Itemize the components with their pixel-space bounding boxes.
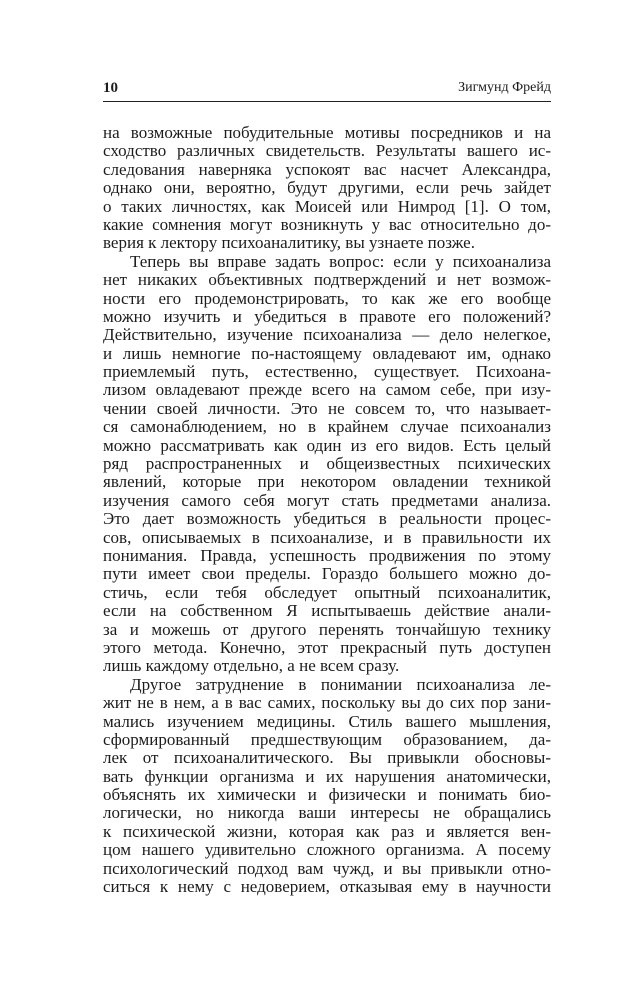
text-line: лек от психоаналитического. Вы привыкли обосновы-: [103, 748, 551, 768]
text-line: какие сомнения могут возникнуть у вас относительно до-: [103, 214, 551, 234]
text-line: ности его продемонстрировать, то как же его вообще: [103, 288, 551, 308]
text-line: верия к лектору психоаналитику, вы узнаете позже.: [103, 233, 475, 253]
text-line: мались изучением медицины. Стиль вашего мышления,: [103, 711, 551, 731]
text-line: о таких личностях, как Моисей или Нимрод [1]. О том,: [103, 196, 551, 216]
paragraph: [103, 253, 551, 676]
header-rule: [103, 101, 551, 102]
text-line: приемлемый путь, естественно, существует. Психоана-: [103, 362, 551, 382]
text-line: цом нашего удивительно сложного организма. А посему: [103, 840, 551, 860]
text-line: понимания. Правда, успешность продвижения по этому: [103, 545, 551, 565]
text-line: логически, но никогда ваши интересы не обращались: [103, 803, 551, 823]
text-line: за и можешь от другого перенять тончайшую технику: [103, 619, 551, 639]
text-line: явлений, которые при некотором овладении техникой: [103, 472, 551, 492]
body-text: [103, 124, 551, 896]
text-line: объяснять их химически и физически и понимать био-: [103, 785, 551, 805]
text-line: этого метода. Конечно, этот прекрасный путь доступен: [103, 637, 551, 657]
text-line: к психической жизни, которая как раз и является вен-: [103, 821, 551, 841]
text-line: следования наверняка успокоят вас насчет Александра,: [103, 159, 551, 179]
running-title: Зигмунд Фрейд: [458, 80, 551, 95]
text-line: стичь, если тебя обследует опытный психоаналитик,: [103, 582, 551, 602]
text-line: сходство различных свидетельств. Результаты вашего ис-: [103, 141, 551, 161]
text-line: можно рассматривать как один из его видов. Есть целый: [103, 435, 551, 455]
text-line: изучения самого себя могут стать предметами анализа.: [103, 490, 551, 510]
text-line: жит не в нем, а в вас самих, поскольку вы до сих пор зани-: [103, 693, 551, 713]
page-number: 10: [103, 80, 118, 96]
text-line: однако они, вероятно, будут другими, если речь зайдет: [103, 178, 551, 198]
text-line: если на собственном Я испытываешь действие анали-: [103, 601, 551, 621]
text-line: нет никаких объективных подтверждений и нет возмож-: [103, 270, 551, 290]
text-line: сов, описываемых в психоанализе, и в правильности их: [103, 527, 551, 547]
text-line: на возможные побудительные мотивы посредников и на: [103, 123, 551, 142]
paragraph: [103, 124, 551, 253]
text-line: Это дает возможность убедиться в реальности процес-: [103, 509, 551, 529]
text-line: сформированный предшествующим образованием, да-: [103, 729, 551, 749]
text-line: вать функции организма и их нарушения анатомически,: [103, 766, 551, 786]
paragraph: [103, 676, 551, 897]
text-line: и лишь немногие по-настоящему овладевают им, однако: [103, 343, 551, 363]
text-line: Другое затруднение в понимании психоанализа ле-: [130, 674, 551, 694]
text-line: чении своей личности. Это не совсем то, что называет-: [103, 398, 551, 418]
text-line: лизом овладевают прежде всего на самом себе, при изу-: [103, 380, 551, 400]
text-line: лишь каждому отдельно, а не всем сразу.: [103, 656, 400, 676]
text-line: ся самонаблюдением, но в крайнем случае психоанализ: [103, 417, 551, 437]
text-line: психологический подход вам чужд, и вы привыкли отно-: [103, 858, 551, 878]
text-line: Действительно, изучение психоанализа — дело нелегкое,: [103, 325, 551, 345]
text-line: ситься к нему с недоверием, отказывая ему в научности: [103, 877, 551, 897]
text-line: ряд распространенных и общеизвестных психических: [103, 454, 551, 474]
text-line: пути имеет свои пределы. Гораздо большего можно до-: [103, 564, 551, 584]
text-line: можно изучить и убедиться в правоте его положений?: [103, 306, 551, 326]
text-line: Теперь вы вправе задать вопрос: если у психоанализа: [130, 251, 551, 271]
